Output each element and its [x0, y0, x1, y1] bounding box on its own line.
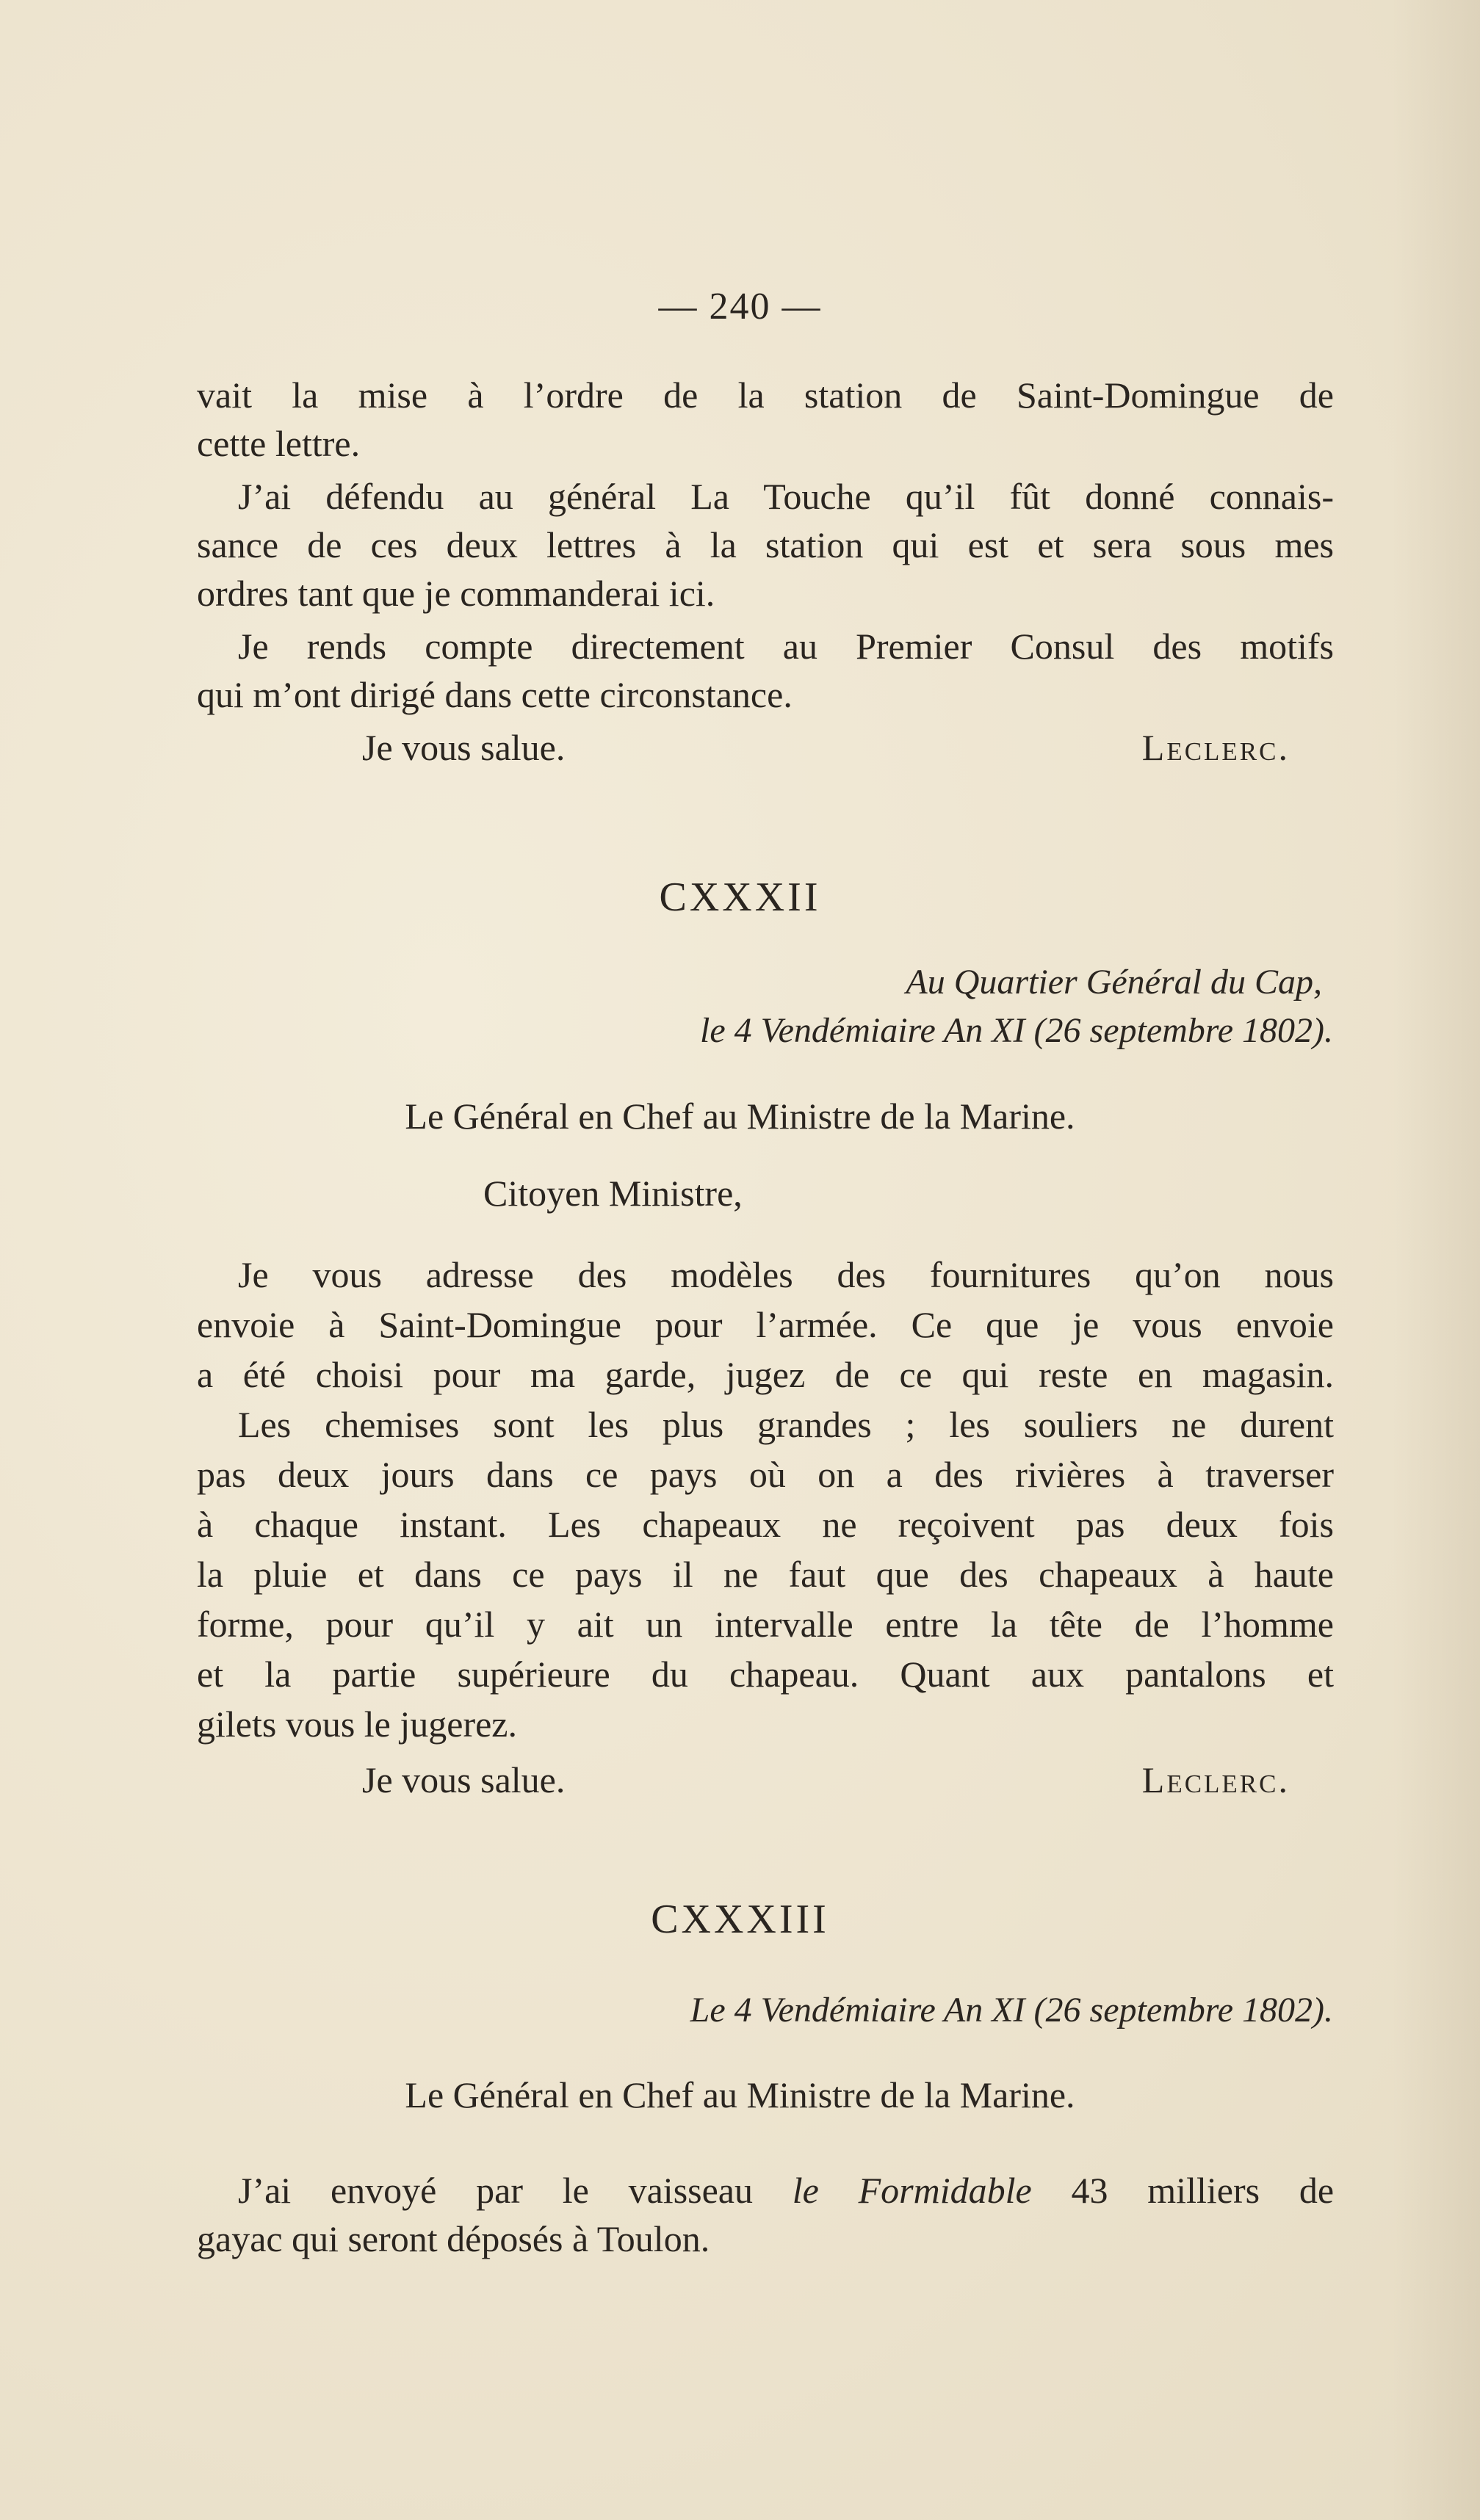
letter-heading: CXXXII — [659, 875, 821, 920]
text-line: a été choisi pour ma garde, jugez de ce qui reste en magasin. — [197, 1354, 1334, 1395]
signature: Leclerc. — [1141, 727, 1290, 768]
dateline-place: Au Quartier Général du Cap, — [906, 963, 1322, 1002]
text-line: J’ai défendu au général La Touche qu’il fût donné connais- — [238, 476, 1334, 517]
text-line: gayac qui seront déposés à Toulon. — [197, 2218, 710, 2259]
text-line: pas deux jours dans ce pays où on a des rivières à traverser — [197, 1454, 1334, 1495]
dateline-date: Le 4 Vendémiaire An XI (26 septembre 1802). — [690, 1991, 1333, 2030]
addressee: Le Général en Chef au Ministre de la Marine. — [405, 1096, 1075, 1137]
text-line: envoie à Saint-Domingue pour l’armée. Ce que je vous envoie — [197, 1304, 1334, 1345]
text-line: Je rends compte directement au Premier Consul des motifs — [238, 626, 1334, 667]
ship-name: le Formidable — [792, 2170, 1032, 2211]
text-line — [197, 2166, 1334, 2215]
text-line: cette lettre. — [197, 423, 361, 464]
salutation: Je vous salue. — [362, 1759, 566, 1800]
text-fragment: J’ai envoyé par le vaisseau — [238, 2170, 753, 2211]
page-number: — 240 — — [658, 286, 822, 327]
text-line: la pluie et dans ce pays il ne faut que des chapeaux à haute — [197, 1554, 1334, 1595]
salutation: Je vous salue. — [362, 727, 566, 768]
text-line: Je vous adresse des modèles des fournitures qu’on nous — [238, 1254, 1334, 1295]
addressee: Le Général en Chef au Ministre de la Marine. — [405, 2074, 1075, 2115]
text-line: vait la mise à l’ordre de la station de Saint-Domingue de — [197, 374, 1334, 416]
text-line: ordres tant que je commanderai ici. — [197, 573, 715, 614]
text-line: Les chemises sont les plus grandes ; les souliers ne durent — [238, 1404, 1334, 1445]
text-fragment: 43 milliers de — [1071, 2170, 1335, 2211]
text-line: forme, pour qu’il y ait un intervalle entre la tête de l’homme — [197, 1604, 1334, 1645]
text-line: gilets vous le jugerez. — [197, 1703, 517, 1745]
text-line: à chaque instant. Les chapeaux ne reçoivent pas deux fois — [197, 1504, 1334, 1545]
page-edge-shadow — [1392, 0, 1480, 2520]
text-line: sance de ces deux lettres à la station qui est et sera sous mes — [197, 524, 1334, 565]
greeting: Citoyen Ministre, — [483, 1173, 743, 1214]
text-line: et la partie supérieure du chapeau. Quant aux pantalons et — [197, 1654, 1334, 1695]
signature: Leclerc. — [1141, 1759, 1290, 1800]
text-line: qui m’ont dirigé dans cette circonstance. — [197, 674, 793, 715]
dateline-date: le 4 Vendémiaire An XI (26 septembre 1802). — [699, 1011, 1333, 1050]
letter-heading: CXXXIII — [651, 1897, 829, 1942]
